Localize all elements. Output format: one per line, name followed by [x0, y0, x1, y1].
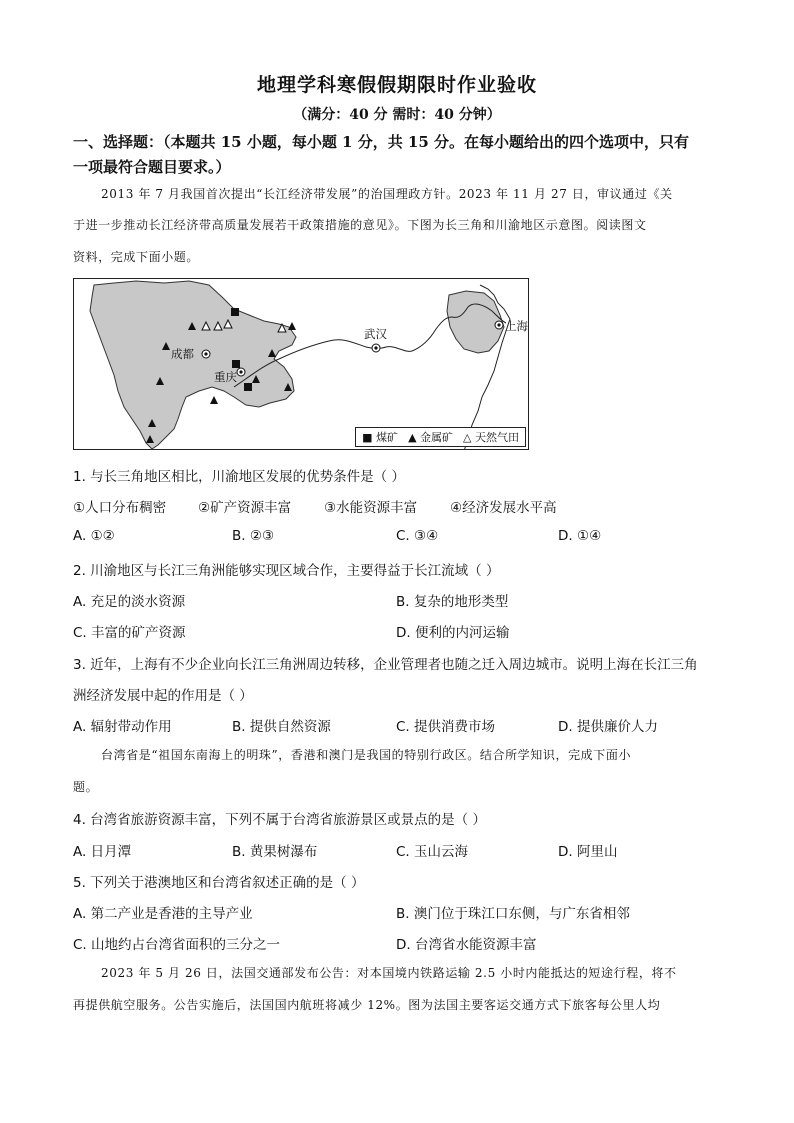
question-4-stem: 4. 台湾省旅游资源丰富，下列不属于台湾省旅游景区或景点的是（ ） — [73, 812, 486, 828]
q1-item-1: ①人口分布稠密 — [73, 500, 167, 516]
q3-option-a[interactable]: A. 辐射带动作用 — [73, 719, 172, 735]
q4-option-b[interactable]: B. 黄果树瀑布 — [232, 844, 318, 860]
q1-option-c[interactable]: C. ③④ — [396, 528, 439, 544]
metal-mine-symbol — [210, 396, 218, 404]
q1-item-4: ④经济发展水平高 — [450, 500, 557, 516]
question-1-stem: 1. 与长三角地区相比，川渝地区发展的优势条件是（ ） — [73, 469, 405, 485]
yangtze-region-map — [73, 278, 529, 450]
q4-option-a[interactable]: A. 日月潭 — [73, 844, 132, 860]
q1-option-b[interactable]: B. ②③ — [232, 528, 275, 544]
question-3-stem-line2: 洲经济发展中起的作用是（ ） — [73, 688, 253, 704]
material1-line1: 2013 年 7 月我国首次提出“长江经济带发展”的治国理政方针。2023 年 11 月 27 日，审议通过《关 — [101, 187, 673, 201]
q1-option-a[interactable]: A. ①② — [73, 528, 115, 544]
q2-option-d[interactable]: D. 便利的内河运输 — [396, 625, 510, 641]
legend-gas: △ 天然气田 — [463, 431, 519, 444]
q2-option-c[interactable]: C. 丰富的矿产资源 — [73, 625, 186, 641]
map-label-chengdu: 成都 — [171, 347, 194, 361]
q5-option-b[interactable]: B. 澳门位于珠江口东侧，与广东省相邻 — [396, 906, 630, 922]
question-5-stem: 5. 下列关于港澳地区和台湾省叙述正确的是（ ） — [73, 875, 365, 891]
q1-option-d[interactable]: D. ①④ — [558, 528, 602, 544]
page-subtitle: （满分：40 分 需时：40 分钟） — [293, 107, 501, 123]
q4-option-c[interactable]: C. 玉山云海 — [396, 844, 469, 860]
map-label-chongqing: 重庆 — [214, 370, 237, 384]
coal-mine-symbol — [244, 383, 252, 391]
question-2-stem: 2. 川渝地区与长江三角洲能够实现区域合作，主要得益于长江流域（ ） — [73, 563, 500, 579]
yangtze-delta-region — [447, 291, 504, 353]
q2-option-b[interactable]: B. 复杂的地形类型 — [396, 594, 509, 610]
map-drawing — [74, 279, 529, 450]
q4-option-d[interactable]: D. 阿里山 — [558, 844, 618, 860]
q5-option-d[interactable]: D. 台湾省水能资源丰富 — [396, 937, 537, 953]
q3-option-b[interactable]: B. 提供自然资源 — [232, 719, 331, 735]
section-heading-line1: 一、选择题：（本题共 15 小题，每小题 1 分，共 15 分。在每小题给出的四个选项中，只有 — [73, 133, 690, 151]
sichuan-chongqing-region — [90, 281, 296, 449]
q5-option-a[interactable]: A. 第二产业是香港的主导产业 — [73, 906, 253, 922]
material2-line2: 题。 — [73, 780, 99, 794]
metal-mine-symbol — [288, 322, 296, 330]
material3-line2: 再提供航空服务。公告实施后，法国国内航班将减少 12%。图为法国主要客运交通方式下旅客每公里人均 — [73, 998, 661, 1012]
legend-metal-label: 金属矿 — [420, 431, 454, 444]
material3-line1: 2023 年 5 月 26 日，法国交通部发布公告：对本国境内铁路运输 2.5 小时内能抵达的短途行程，将不 — [101, 966, 677, 980]
q3-option-c[interactable]: C. 提供消费市场 — [396, 719, 496, 735]
q2-option-a[interactable]: A. 充足的淡水资源 — [73, 594, 186, 610]
q3-option-d[interactable]: D. 提供廉价人力 — [558, 719, 658, 735]
coal-mine-symbol — [231, 308, 239, 316]
section-heading-line2: 一项最符合题目要求。） — [73, 158, 231, 176]
map-label-shanghai: 上海 — [505, 319, 528, 333]
q1-item-3: ③水能资源丰富 — [324, 500, 418, 516]
map-legend — [355, 427, 526, 447]
material1-line2: 于进一步推动长江经济带高质量发展若干政策措施的意见》。下图为长三角和川渝地区示意图。阅读图文 — [73, 218, 647, 232]
q5-option-c[interactable]: C. 山地约占台湾省面积的三分之一 — [73, 937, 281, 953]
material1-line3: 资料，完成下面小题。 — [73, 250, 200, 264]
legend-coal: ■ 煤矿 — [362, 431, 399, 444]
coal-mine-symbol — [232, 360, 240, 368]
material2-line1: 台湾省是“祖国东南海上的明珠”，香港和澳门是我国的特别行政区。结合所学知识，完成下面小 — [101, 748, 632, 762]
q1-item-2: ②矿产资源丰富 — [198, 500, 292, 516]
legend-metal: ▲ 金属矿 — [408, 431, 454, 444]
legend-coal-label: 煤矿 — [376, 431, 399, 444]
question-3-stem-line1: 3. 近年，上海有不少企业向长江三角洲周边转移，企业管理者也随之迁入周边城市。说明上海在长江三角 — [73, 657, 698, 673]
legend-gas-label: 天然气田 — [475, 431, 519, 444]
page-title: 地理学科寒假假期限时作业验收 — [256, 74, 537, 96]
map-label-wuhan: 武汉 — [364, 327, 387, 341]
